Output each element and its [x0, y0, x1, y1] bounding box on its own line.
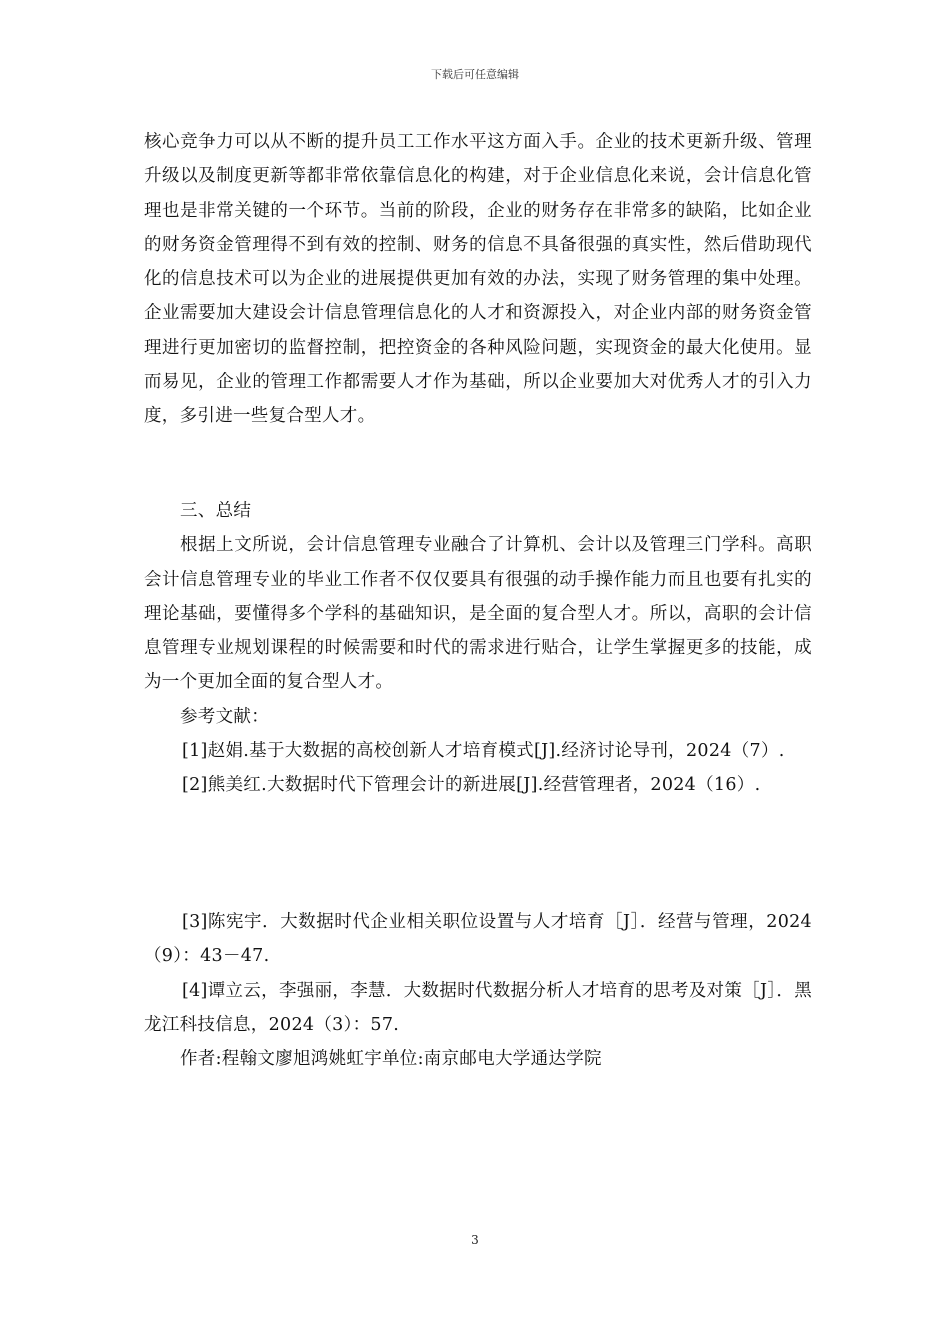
conclusion-paragraph: 根据上文所说，会计信息管理专业融合了计算机、会计以及管理三门学科。高职会计信息管理专业的毕业工作者不仅仅要具有很强的动手操作能力而且也要有扎实的理论基础，要懂得多个学科的基础知识，是全面的复合型人才。所以，高职的会计信息管理专业规划课程的时候需要和时代的需求进行贴合，让学生掌握更多的技能，成为一个更加全面的复合型人才。 [144, 535, 812, 693]
reference-item-2: [2]熊美红.大数据时代下管理会计的新进展[J].经营管理者，2024（16）. [182, 775, 761, 796]
intro-paragraph: 核心竞争力可以从不断的提升员工工作水平这方面入手。企业的技术更新升级、管理升级以及制度更新等都非常依靠信息化的构建，对于企业信息化来说，会计信息化管理也是非常关键的一个环节。当前的阶段，企业的财务存在非常多的缺陷，比如企业的财务资金管理得不到有效的控制、财务的信息不具备很强的真实性，然后借助现代化的信息技术可以为企业的进展提供更加有效的办法，实现了财务管理的集中处理。企业需要加大建设会计信息管理信息化的人才和资源投入，对企业内部的财务资金管理进行更加密切的监督控制，把控资金的各种风险问题，实现资金的最大化使用。显而易见，企业的管理工作都需要人才作为基础，所以企业要加大对优秀人才的引入力度，多引进一些复合型人才。 [144, 132, 812, 427]
reference-item-4: [4]谭立云，李强丽，李慧．大数据时代数据分析人才培育的思考及对策［J］．黑龙江科技信息，2024（3）：57. [144, 980, 812, 1035]
page-number: 3 [471, 1233, 479, 1247]
author-line: 作者:程翰文廖旭鸿姚虹宇单位:南京邮电大学通达学院 [180, 1049, 602, 1070]
page-header: 下载后可任意编辑 [431, 68, 519, 81]
intro-section [144, 125, 812, 434]
reference-item-3: [3]陈宪宇．大数据时代企业相关职位设置与人才培育［J］．经营与管理，2024（9）：43－47. [144, 912, 812, 967]
conclusion-heading: 三、总结 [180, 501, 252, 521]
references-continued [144, 905, 812, 1076]
references-heading: 参考文献： [180, 706, 269, 727]
conclusion-section [144, 494, 812, 803]
reference-item-1: [1]赵娟.基于大数据的高校创新人才培育模式[J].经济讨论导刊，2024（7）. [182, 741, 785, 762]
